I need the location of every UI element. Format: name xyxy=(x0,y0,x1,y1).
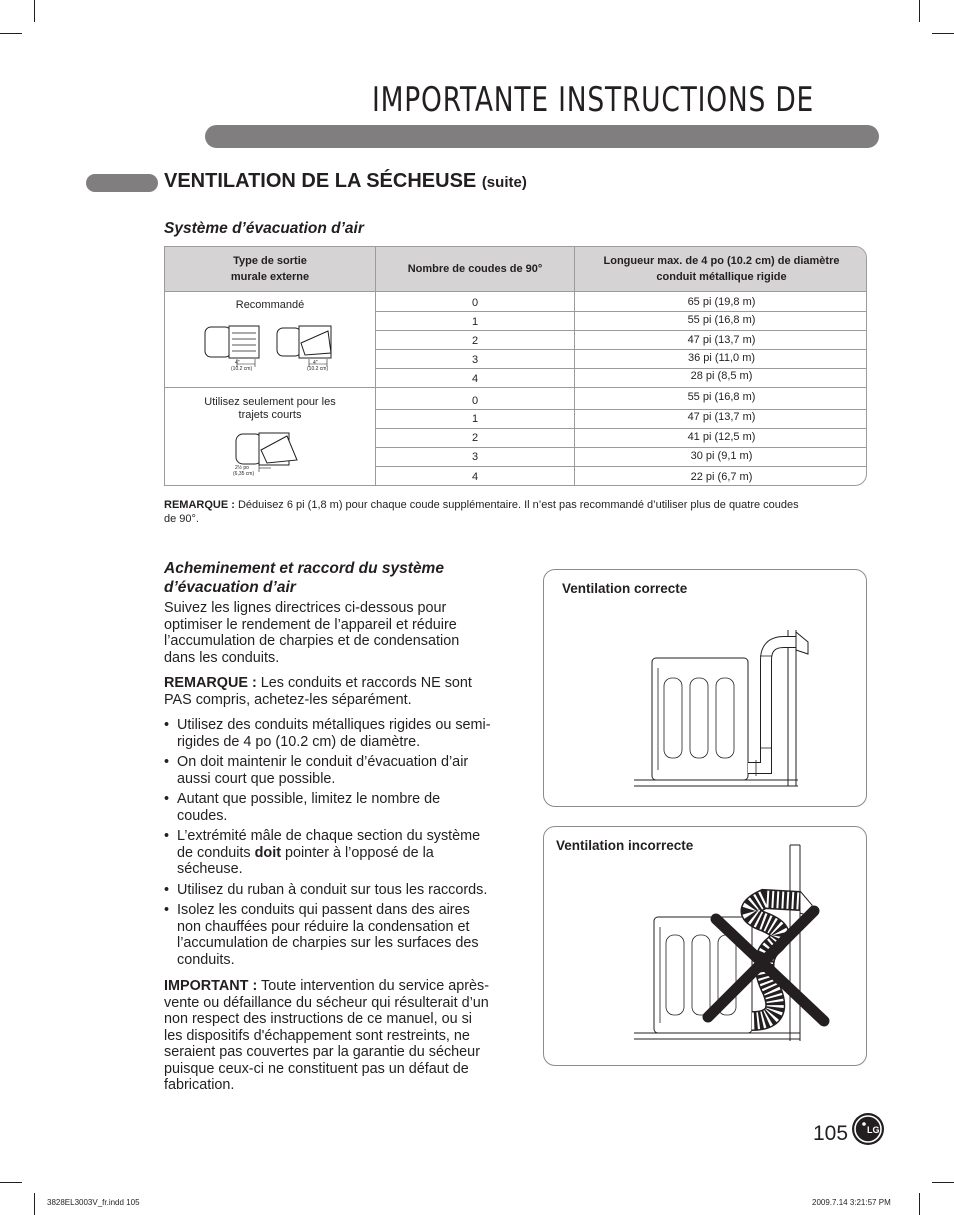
incorrect-vent-diagram xyxy=(634,841,864,1061)
row-line xyxy=(375,349,866,350)
table-header-elbows: Nombre de coudes de 90° xyxy=(376,247,574,292)
row-line xyxy=(375,447,866,448)
note-label: REMARQUE : xyxy=(164,499,235,511)
list-item: • Utilisez du ruban à conduit sur tous les raccords. xyxy=(164,882,494,899)
routing-note-text: Les conduits et raccords NE sont PAS compris, achetez-les séparément. xyxy=(164,675,472,708)
crop-mark xyxy=(932,1182,954,1183)
footer-file: 3828EL3003V_fr.indd 105 xyxy=(47,1198,140,1207)
length-cell: 36 pi (11,0 m) xyxy=(687,352,756,364)
row-line xyxy=(375,368,866,369)
section-title xyxy=(164,170,527,193)
vent-table xyxy=(164,246,867,486)
length-cell: 55 pi (16,8 m) xyxy=(687,391,756,403)
routing-heading: Acheminement et raccord du système d’évacuation d’air xyxy=(164,560,444,596)
important-label: IMPORTANT : xyxy=(164,978,258,994)
list-item-bold: doit xyxy=(254,844,281,861)
list-item xyxy=(164,828,494,878)
elbows-cell: 4 xyxy=(471,373,479,385)
important-text: Toute intervention du service après-vente ou défaillance du sécheur qui résulterait d’un non respect des instructions de ce manuel, ou si les dispositifs d'échappement sont restreints, ne seraient pas couvertes par la garantie du sécheur puisque ceux-ci ne constituent pas un défaut de fabrication. xyxy=(164,978,489,1093)
length-cell: 22 pi (6,7 m) xyxy=(690,471,753,483)
footer-timestamp: 2009.7.14 3:21:57 PM xyxy=(812,1198,891,1207)
list-item-text: L’extrémité mâle de chaque section du système de conduits xyxy=(177,828,481,861)
header-bar xyxy=(205,125,879,148)
length-cell: 65 pi (19,8 m) xyxy=(687,296,756,308)
routing-intro: Suivez les lignes directrices ci-dessous pour optimiser le rendement de l’appareil et réduire l’accumulation de charpies et de condensation dans les conduits. xyxy=(164,600,460,666)
length-cell: 28 pi (8,5 m) xyxy=(690,370,753,382)
list-item: • Autant que possible, limitez le nombre de coudes. xyxy=(164,791,494,824)
page-number: 105 xyxy=(813,1122,849,1145)
row-line xyxy=(375,428,866,429)
page-header-title: IMPORTANTE INSTRUCTIONS DE xyxy=(372,80,815,120)
elbows-cell: 4 xyxy=(471,471,479,483)
list-item: • On doit maintenir le conduit d’évacuation d’air aussi court que possible. xyxy=(164,754,494,787)
lg-logo-text: LG xyxy=(867,1125,880,1135)
section-suite: (suite) xyxy=(481,174,527,191)
routing-note-label: REMARQUE : xyxy=(164,675,257,691)
type-label-short-runs: Utilisez seulement pour les trajets courts xyxy=(204,396,336,421)
type-label-recommended: Recommandé xyxy=(235,299,305,311)
list-item: • Isolez les conduits qui passent dans des aires non chauffées pour réduire la condensation et l’accumulation de charpies sur les surfaces des conduits. xyxy=(164,902,494,968)
elbows-cell: 2 xyxy=(471,432,479,444)
important-note xyxy=(164,978,494,1094)
group-line xyxy=(165,387,866,388)
crop-mark xyxy=(0,1182,22,1183)
crop-mark xyxy=(34,1193,35,1215)
dim-label: 4" xyxy=(235,360,240,366)
list-item: • Utilisez des conduits métalliques rigides ou semi-rigides de 4 po (10.2 cm) de diamètre. xyxy=(164,717,494,750)
table-header-length: Longueur max. de 4 po (10.2 cm) de diamètre conduit métallique rigide xyxy=(575,247,867,292)
elbows-cell: 0 xyxy=(471,297,479,309)
table-note xyxy=(164,498,804,526)
elbows-cell: 3 xyxy=(471,354,479,366)
incorrect-vent-figure xyxy=(543,826,867,1066)
routing-note xyxy=(164,675,494,708)
dim-label: (10.2 cm) xyxy=(307,366,329,372)
length-cell: 55 pi (16,8 m) xyxy=(687,314,756,326)
correct-vent-label: Ventilation correcte xyxy=(562,581,688,596)
elbows-cell: 1 xyxy=(471,413,479,425)
section-pill xyxy=(86,174,158,192)
routing-bullets xyxy=(164,717,494,968)
length-cell: 41 pi (12,5 m) xyxy=(687,431,756,443)
section-title-text: VENTILATION DE LA SÉCHEUSE xyxy=(164,170,477,192)
dim-label: 4" xyxy=(313,360,318,366)
note-text: Déduisez 6 pi (1,8 m) pour chaque coude supplémentaire. Il n’est pas recommandé d’utiliser plus de quatre coudes de 90°. xyxy=(164,499,799,525)
elbows-cell: 1 xyxy=(471,316,479,328)
list-item-text: pointer à l’opposé de la sécheuse. xyxy=(177,844,434,877)
dim-label: (10.2 cm) xyxy=(231,366,253,372)
crop-mark xyxy=(34,0,35,22)
length-cell: 47 pi (13,7 m) xyxy=(687,334,756,346)
length-cell: 30 pi (9,1 m) xyxy=(690,450,753,462)
incorrect-vent-label: Ventilation incorrecte xyxy=(556,838,694,853)
crop-mark xyxy=(932,33,954,34)
table-header-type: Type de sortie murale externe xyxy=(165,247,375,292)
lg-logo-icon xyxy=(852,1113,884,1145)
crop-mark xyxy=(0,33,22,34)
dim-label: (6,35 cm) xyxy=(233,471,255,477)
crop-mark xyxy=(919,0,920,22)
routing-body xyxy=(164,600,494,1103)
elbows-cell: 2 xyxy=(471,335,479,347)
crop-mark xyxy=(919,1193,920,1215)
elbows-cell: 3 xyxy=(471,451,479,463)
elbows-cell: 0 xyxy=(471,395,479,407)
exhaust-heading: Système d’évacuation d’air xyxy=(164,220,364,237)
row-line xyxy=(375,409,866,410)
dim-label: 2½ po xyxy=(235,465,249,471)
row-line xyxy=(375,311,866,312)
length-cell: 47 pi (13,7 m) xyxy=(687,411,756,423)
correct-vent-figure xyxy=(543,569,867,807)
row-line xyxy=(375,466,866,467)
correct-vent-diagram xyxy=(634,620,864,800)
row-line xyxy=(375,330,866,331)
